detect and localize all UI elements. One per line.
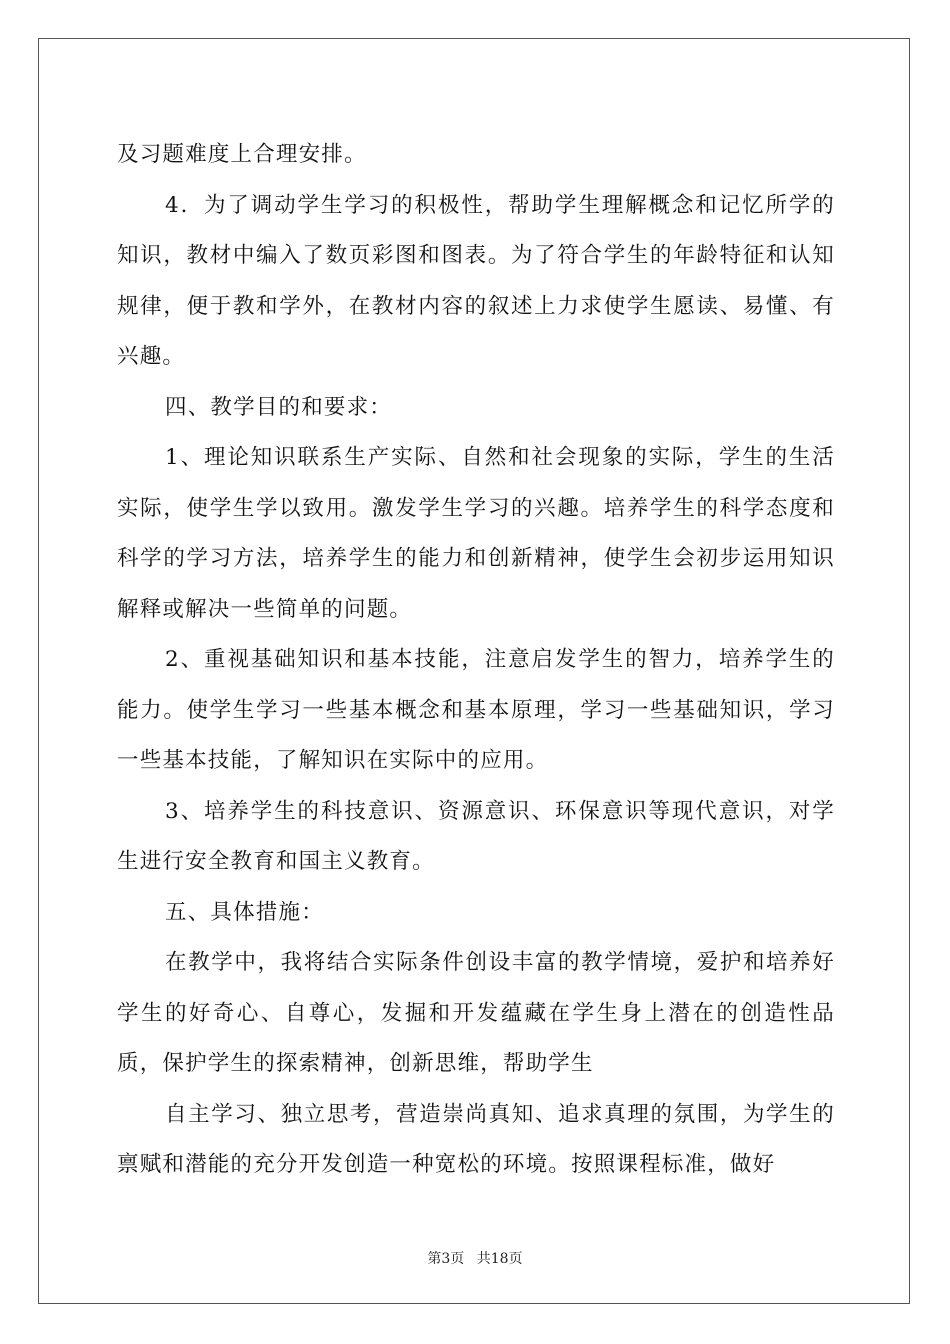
paragraph-measures-1: 在教学中，我将结合实际条件创设丰富的教学情境，爱护和培养好学生的好奇心、自尊心，发掘和开发蕴藏在学生身上潜在的创造性品质，保护学生的探索精神，创新思维，帮助学生 bbox=[117, 950, 835, 1076]
paragraph-goal-1: 1、理论知识联系生产实际、自然和社会现象的实际，学生的生活实际，使学生学以致用。激发学生学习的兴趣。培养学生的科学态度和科学的学习方法，培养学生的能力和创新精神，使学生会初步运用知识解释或解决一些简单的问题。 bbox=[117, 445, 835, 622]
page-total: 共18页 bbox=[476, 1251, 523, 1267]
section-heading-measures: 五、具体措施： bbox=[165, 899, 324, 925]
section-heading-goals: 四、教学目的和要求： bbox=[165, 394, 393, 420]
paragraph-item-4: 4．为了调动学生学习的积极性，帮助学生理解概念和记忆所学的知识，教材中编入了数页彩图和图表。为了符合学生的年龄特征和认知规律，便于教和学外，在教材内容的叙述上力求使学生愿读、易懂、有兴趣。 bbox=[117, 192, 835, 369]
page-footer bbox=[0, 1248, 950, 1268]
paragraph-continuation: 及习题难度上合理安排。 bbox=[117, 142, 367, 167]
paragraph-goal-2: 2、重视基础知识和基本技能，注意启发学生的智力，培养学生的能力。使学生学习一些基本概念和基本原理，学习一些基础知识，学习一些基本技能，了解知识在实际中的应用。 bbox=[117, 647, 835, 773]
document-body bbox=[117, 130, 835, 1191]
paragraph-measures-2: 自主学习、独立思考，营造崇尚真知、追求真理的氛围，为学生的禀赋和潜能的充分开发创造一种宽松的环境。按照课程标准，做好 bbox=[117, 1101, 835, 1177]
paragraph-goal-3: 3、培养学生的科技意识、资源意识、环保意识等现代意识，对学生进行安全教育和国主义教育。 bbox=[117, 798, 835, 874]
page-number: 第3页 bbox=[427, 1251, 465, 1267]
